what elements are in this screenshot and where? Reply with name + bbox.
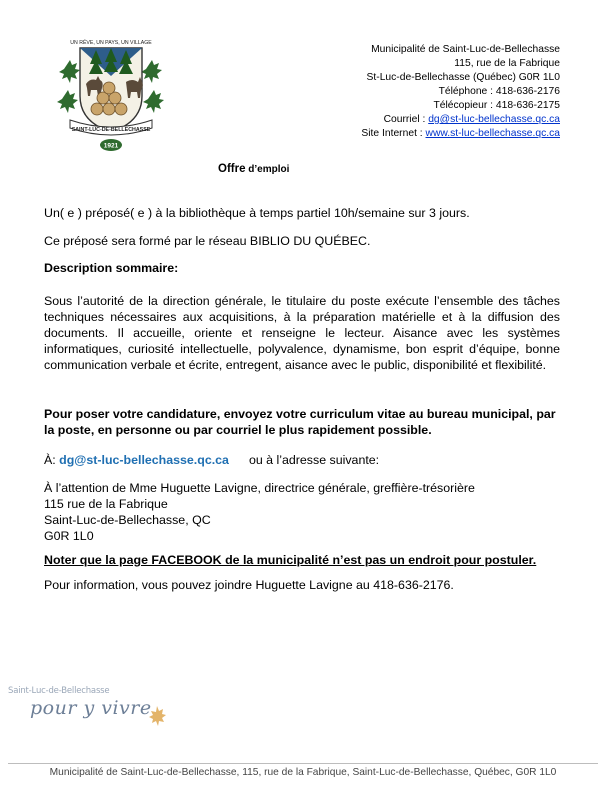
application-email-line	[44, 452, 379, 468]
application-instructions: Pour poser votre candidature, envoyez votre curriculum vitae au bureau municipal, par la poste, en personne ou par courriel le plus rapidement possible.	[44, 407, 556, 437]
fax-number: Télécopieur : 418-636-2175	[433, 100, 560, 111]
maple-leaf-right-icon	[141, 60, 162, 83]
crest-svg	[56, 36, 166, 154]
crest-banner-text: SAINT-LUC-DE-BELLECHASSE	[71, 127, 151, 133]
crest-motto: UN RÊVE, UN PAYS, UN VILLAGE	[70, 40, 152, 46]
address-line-city: Saint-Luc-de-Bellechasse, QC	[44, 513, 211, 527]
maple-leaf-left-icon	[59, 60, 80, 83]
address-line-postal: G0R 1L0	[44, 529, 94, 543]
header-email-link[interactable]: dg@st-luc-bellechasse.qc.ca	[428, 114, 560, 125]
municipal-crest-logo	[56, 36, 166, 154]
email-prefix: À:	[44, 453, 60, 467]
description-heading: Description sommaire:	[44, 261, 179, 275]
address-line-attention: À l’attention de Mme Huguette Lavigne, directrice générale, greffière-trésorière	[44, 481, 475, 495]
municipality-name: Municipalité de Saint-Luc-de-Bellechasse	[371, 44, 560, 55]
log-5	[103, 103, 115, 115]
log-4	[91, 103, 103, 115]
job-description: Sous l’autorité de la direction générale, le titulaire du poste exécute l’ensemble des tâches techniques nécessaires aux acquisitions, à la préparation matérielle et à la diffusion des documents. Il accueille, oriente et renseigne le lecteur. Aisance avec les systèmes informatiques, curiosité intellectuelle, polyvalence, dynamisme, bon esprit d’équipe, bonne communication verbale et écrite, entregent, aisance avec le public, disponibilité et flexibilité.	[44, 294, 560, 372]
title-sub: d’emploi	[245, 164, 290, 175]
website-label: Site Internet :	[361, 128, 426, 139]
footer-address: Municipalité de Saint-Luc-de-Bellechasse, 115, rue de la Fabrique, Saint-Luc-de-Bellechasse, Québec, G0R 1L0	[49, 767, 557, 778]
phone-number: Téléphone : 418-636-2176	[438, 86, 560, 97]
email-line	[300, 113, 560, 127]
email-suffix: ou à l’adresse suivante:	[248, 453, 380, 467]
contact-information: Pour information, vous pouvez joindre Huguette Lavigne au 418-636-2176.	[44, 578, 454, 592]
slogan-leaf-icon	[146, 704, 168, 726]
position-summary: Un( e ) préposé( e ) à la bibliothèque à temps partiel 10h/semaine sur 3 jours.	[44, 206, 470, 220]
maple-leaf-right-2-icon	[143, 90, 164, 113]
maple-leaf-left-2-icon	[57, 90, 78, 113]
email-label: Courriel :	[383, 114, 429, 125]
city-address: St-Luc-de-Bellechasse (Québec) G0R 1L0	[366, 72, 560, 83]
mailing-address	[44, 480, 475, 544]
log-3	[103, 82, 115, 94]
crest-year: 1921	[103, 142, 119, 150]
header-website-link[interactable]: www.st-luc-bellechasse.qc.ca	[425, 128, 560, 139]
facebook-notice: Noter que la page FACEBOOK de la municipalité n’est pas un endroit pour postuler.	[44, 553, 537, 567]
contact-header	[300, 43, 560, 141]
footer-divider	[8, 763, 598, 764]
title-main: Offre	[218, 163, 246, 175]
address-line-street: 115 rue de la Fabrique	[44, 497, 168, 511]
slogan-big-text: pour y vivre	[30, 697, 152, 719]
website-line	[300, 127, 560, 141]
street-address: 115, rue de la Fabrique	[454, 58, 560, 69]
slogan-logo	[8, 686, 178, 734]
application-email-link[interactable]: dg@st-luc-bellechasse.qc.ca	[59, 453, 229, 467]
log-6	[115, 103, 127, 115]
page-title	[218, 163, 289, 175]
slogan-small-text: Saint-Luc-de-Bellechasse	[8, 686, 110, 696]
training-note: Ce préposé sera formé par le réseau BIBLIO DU QUÉBEC.	[44, 234, 371, 248]
